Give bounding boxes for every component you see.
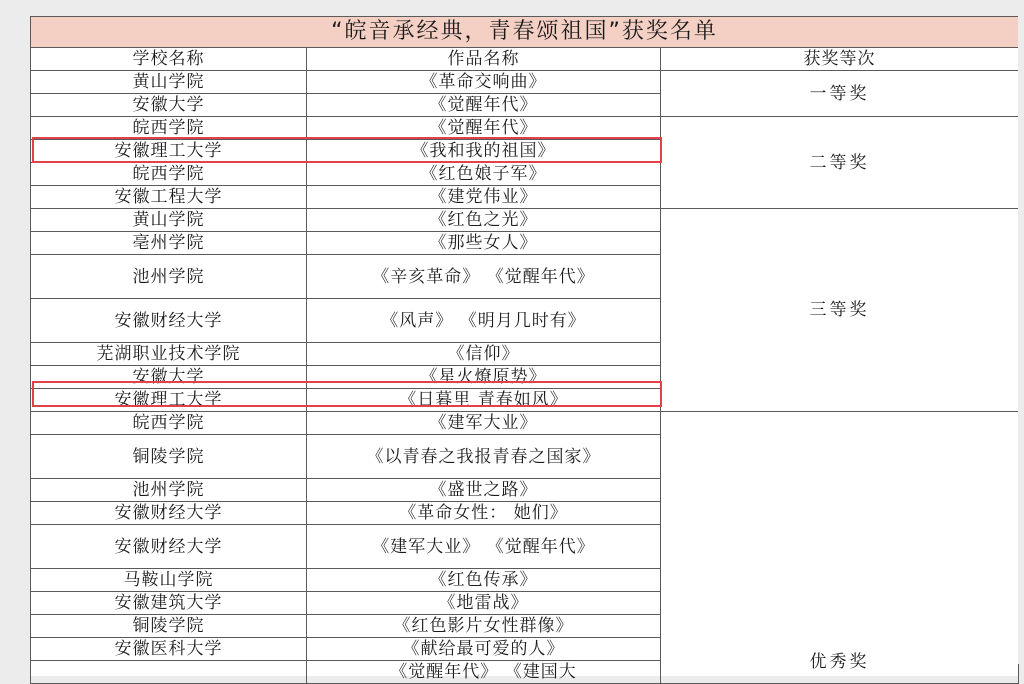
school-cell: 安徽大学 bbox=[31, 94, 307, 117]
table-row bbox=[31, 412, 1019, 435]
work-cell: 《红色影片女性群像》 bbox=[307, 615, 661, 638]
header-school: 学校名称 bbox=[31, 48, 307, 71]
work-cell: 《建军大业》 《觉醒年代》 bbox=[307, 525, 661, 569]
school-cell: 安徽大学 bbox=[31, 366, 307, 389]
work-cell: 《革命女性： 她们》 bbox=[307, 502, 661, 525]
work-cell: 《盛世之路》 bbox=[307, 479, 661, 502]
work-cell: 《觉醒年代》 bbox=[307, 94, 661, 117]
award-excellent-label: 优秀奖 bbox=[809, 652, 870, 672]
school-cell: 黄山学院 bbox=[31, 71, 307, 94]
work-cell: 《革命交响曲》 bbox=[307, 71, 661, 94]
award-excellent bbox=[661, 412, 1019, 684]
work-cell: 《觉醒年代》 bbox=[307, 117, 661, 140]
school-cell: 黄山学院 bbox=[31, 209, 307, 232]
award-list-sheet bbox=[30, 16, 1018, 682]
school-cell: 安徽建筑大学 bbox=[31, 592, 307, 615]
work-cell: 《地雷战》 bbox=[307, 592, 661, 615]
school-cell: 安徽工程大学 bbox=[31, 186, 307, 209]
school-cell: 马鞍山学院 bbox=[31, 569, 307, 592]
work-cell: 《以青春之我报青春之国家》 bbox=[307, 435, 661, 479]
work-cell: 《辛亥革命》 《觉醒年代》 bbox=[307, 255, 661, 299]
award-third: 三等奖 bbox=[661, 209, 1019, 412]
work-cell: 《觉醒年代》 《建国大 bbox=[307, 661, 661, 684]
school-cell: 皖西学院 bbox=[31, 412, 307, 435]
work-cell: 《红色传承》 bbox=[307, 569, 661, 592]
work-cell: 《星火燎原势》 bbox=[307, 366, 661, 389]
award-first: 一等奖 bbox=[661, 71, 1019, 117]
work-cell: 《献给最可爱的人》 bbox=[307, 638, 661, 661]
school-cell: 安徽理工大学 bbox=[31, 389, 307, 412]
work-cell: 《我和我的祖国》 bbox=[307, 140, 661, 163]
school-cell: 安徽理工大学 bbox=[31, 140, 307, 163]
work-cell: 《建军大业》 bbox=[307, 412, 661, 435]
work-cell: 《红色娘子军》 bbox=[307, 163, 661, 186]
school-cell: 安徽财经大学 bbox=[31, 502, 307, 525]
table-title: “皖音承经典，青春颂祖国”获奖名单 bbox=[31, 17, 1019, 48]
work-cell: 《红色之光》 bbox=[307, 209, 661, 232]
work-cell: 《日暮里 青春如风》 bbox=[307, 389, 661, 412]
table-row bbox=[31, 209, 1019, 232]
school-cell: 安徽财经大学 bbox=[31, 299, 307, 343]
school-cell: 安徽财经大学 bbox=[31, 525, 307, 569]
award-second: 二等奖 bbox=[661, 117, 1019, 209]
school-cell: 池州学院 bbox=[31, 479, 307, 502]
school-cell: 安徽医科大学 bbox=[31, 638, 307, 661]
work-cell: 《建党伟业》 bbox=[307, 186, 661, 209]
school-cell: 池州学院 bbox=[31, 255, 307, 299]
title-row bbox=[31, 17, 1019, 48]
school-cell: 亳州学院 bbox=[31, 232, 307, 255]
page-gutter bbox=[1018, 0, 1024, 664]
header-work: 作品名称 bbox=[307, 48, 661, 71]
school-cell: 皖西学院 bbox=[31, 163, 307, 186]
school-cell: 铜陵学院 bbox=[31, 615, 307, 638]
header-row bbox=[31, 48, 1019, 71]
table-row bbox=[31, 117, 1019, 140]
work-cell: 《风声》 《明月几时有》 bbox=[307, 299, 661, 343]
school-cell: 铜陵学院 bbox=[31, 435, 307, 479]
school-cell: 芜湖职业技术学院 bbox=[31, 343, 307, 366]
header-award: 获奖等次 bbox=[661, 48, 1019, 71]
work-cell: 《信仰》 bbox=[307, 343, 661, 366]
work-cell: 《那些女人》 bbox=[307, 232, 661, 255]
award-table bbox=[30, 16, 1019, 684]
school-cell bbox=[31, 661, 307, 684]
table-row bbox=[31, 71, 1019, 94]
school-cell: 皖西学院 bbox=[31, 117, 307, 140]
